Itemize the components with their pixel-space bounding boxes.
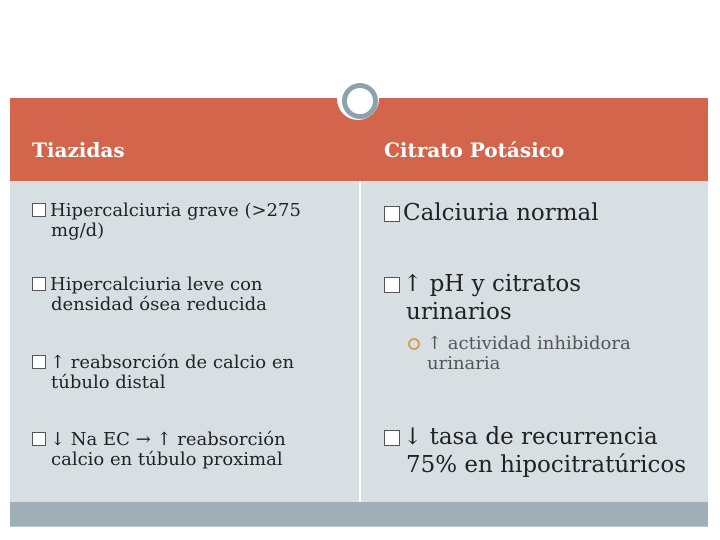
footer-bar [10, 502, 708, 526]
left-item-2: Hipercalciuria leve con densidad ósea reducida [32, 276, 267, 314]
hollow-square-icon [32, 277, 46, 291]
hollow-square-icon [32, 355, 46, 369]
right-item-2: ↑ pH y citratos urinarios [384, 273, 581, 324]
hollow-square-icon [384, 277, 400, 293]
hollow-square-icon [384, 206, 400, 222]
hollow-square-icon [32, 203, 46, 217]
left-item-3: ↑ reabsorción de calcio en túbulo distal [32, 354, 294, 392]
hollow-square-icon [384, 430, 400, 446]
right-sub-item: ↑ actividad inhibidora urinaria [427, 333, 631, 374]
left-column-title: Tiazidas [32, 138, 125, 162]
ring-icon [408, 338, 420, 350]
hollow-square-icon [32, 432, 46, 446]
circle-connector-icon [342, 83, 378, 119]
right-column-title: Citrato Potásico [384, 138, 565, 162]
right-item-1: Calciuria normal [384, 202, 599, 225]
right-item-4: ↓ tasa de recurrencia 75% en hipocitratúricos [384, 426, 686, 477]
left-item-4: ↓ Na EC → ↑ reabsorción calcio en túbulo proximal [32, 431, 286, 469]
column-divider [359, 181, 361, 502]
left-item-1: Hipercalciuria grave (>275 mg/d) [32, 202, 301, 240]
